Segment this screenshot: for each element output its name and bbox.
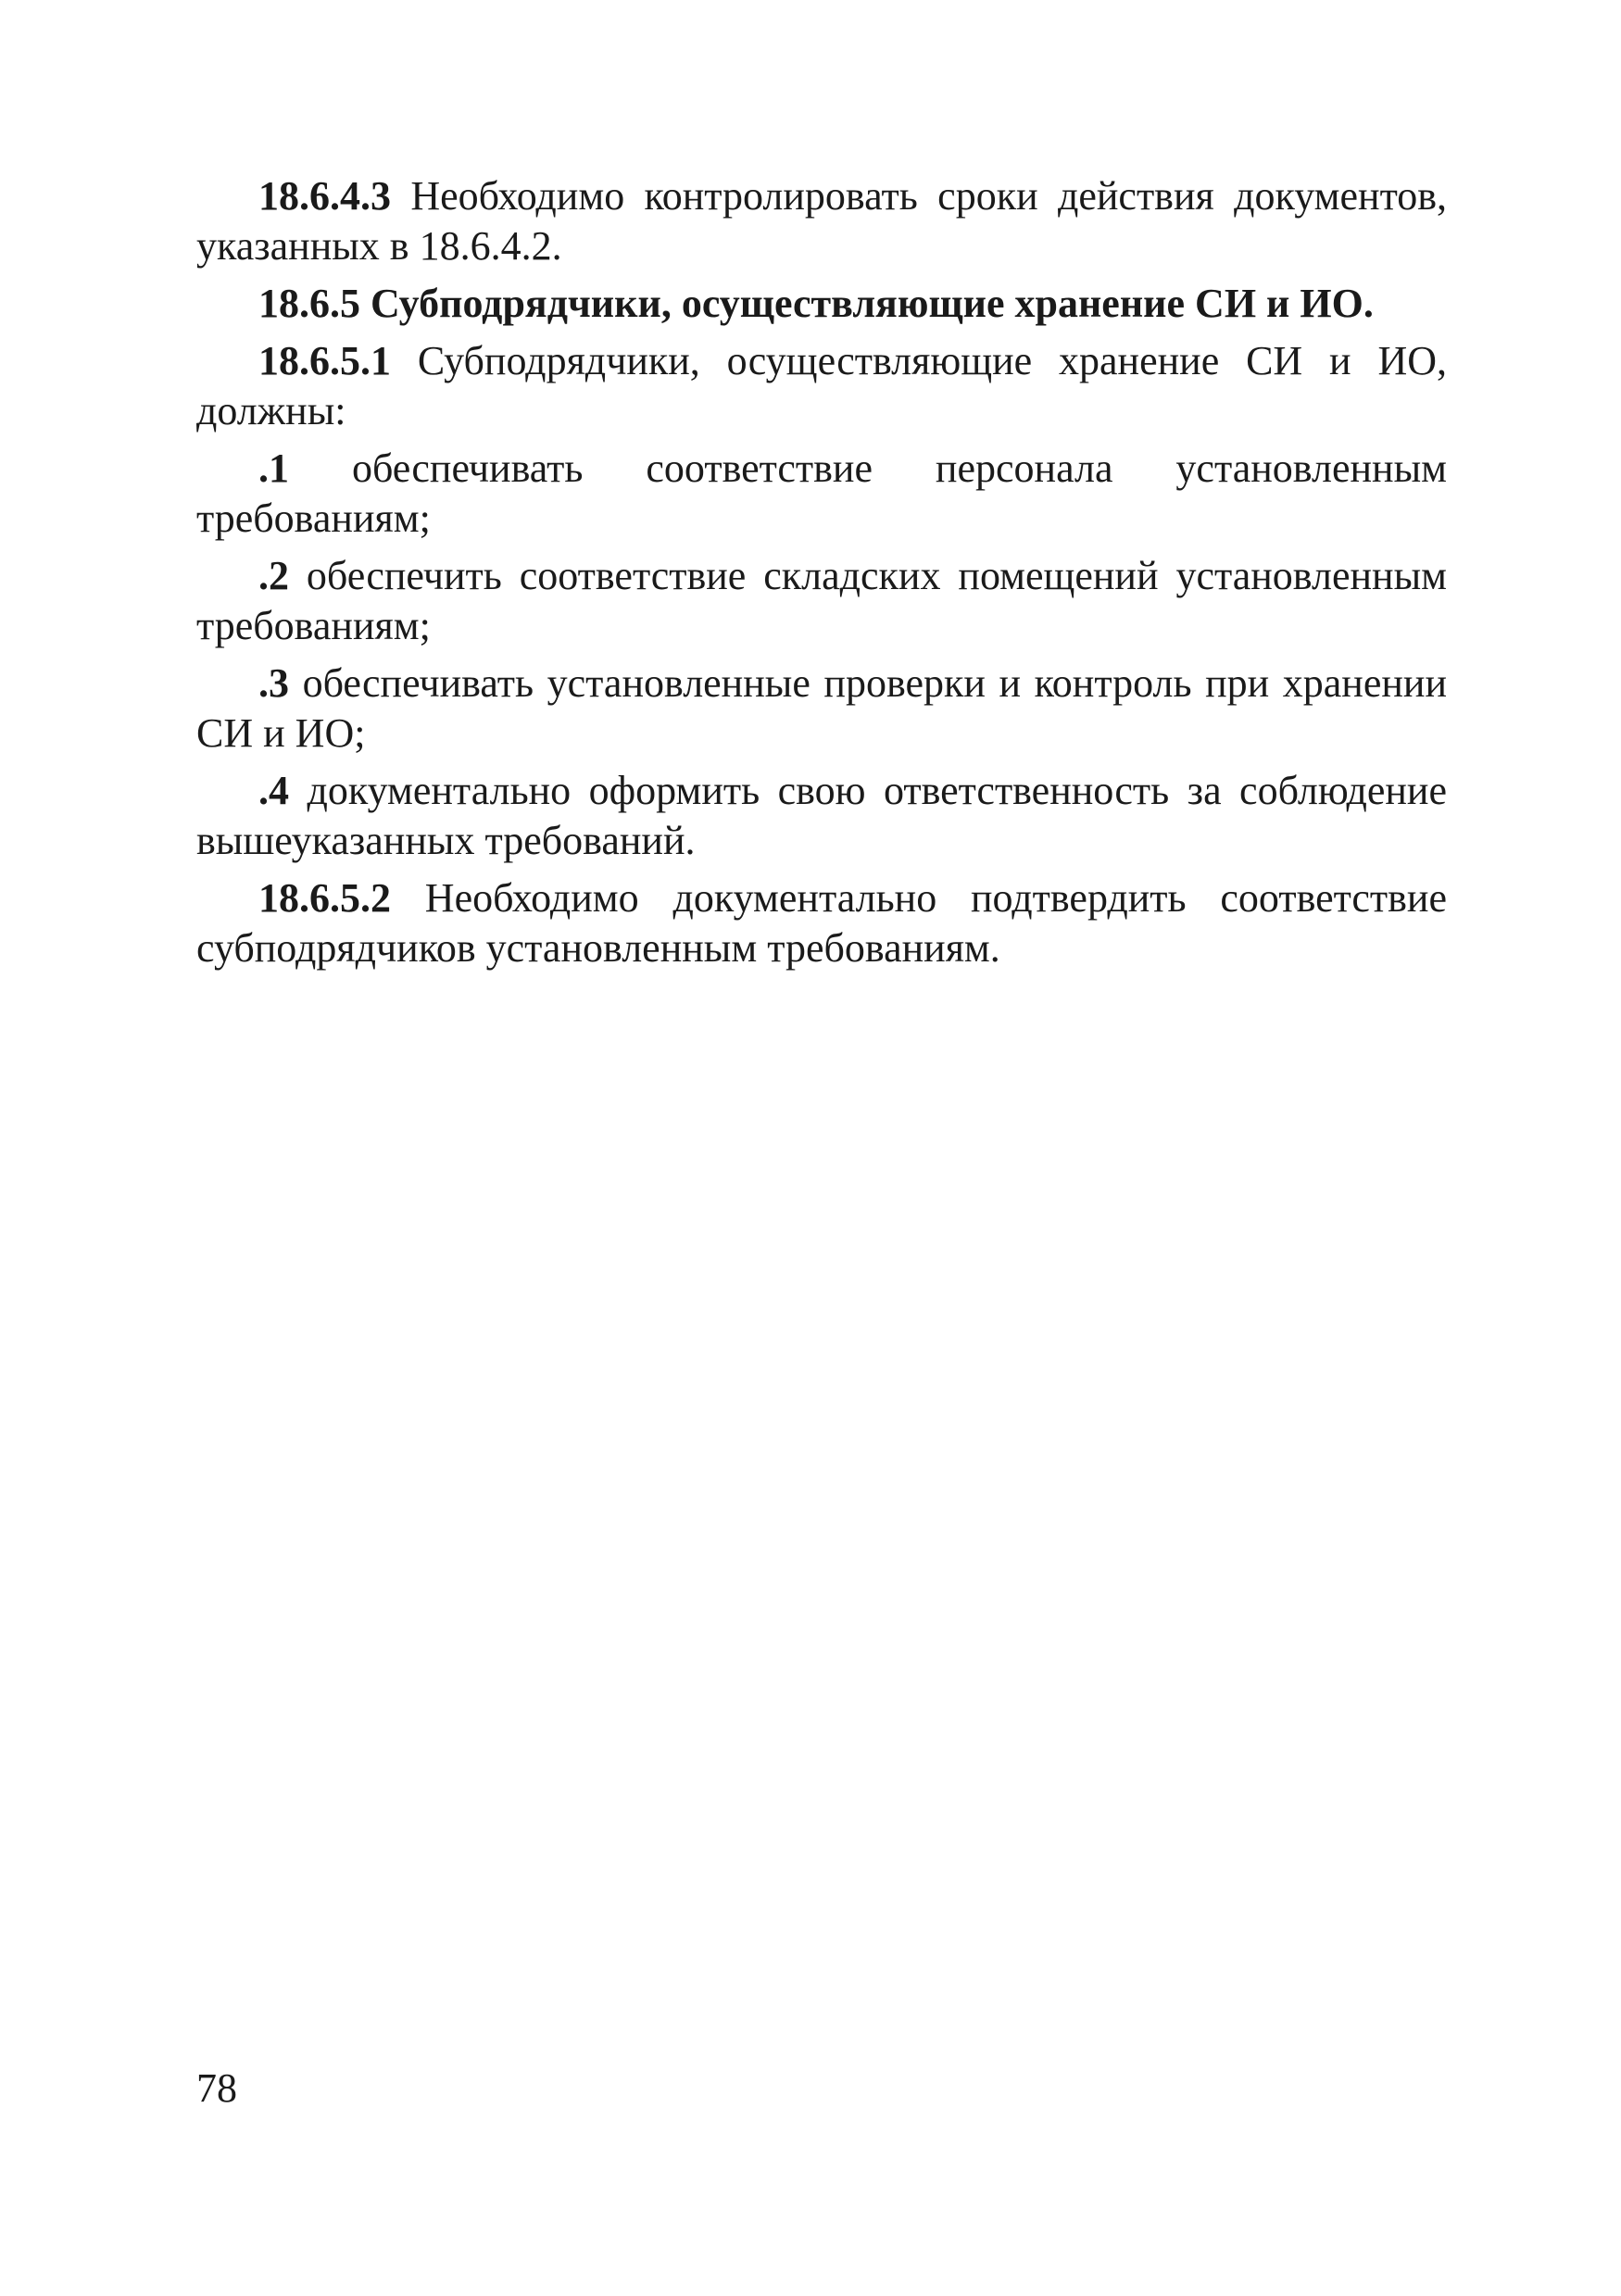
paragraph-18-6-4-3 [196, 171, 1447, 271]
clause-text: Необходимо документально подтвердить соответствие субподрядчиков установленным требованиям. [196, 875, 1447, 971]
item-number: .2 [258, 553, 289, 598]
item-number: .1 [258, 445, 289, 491]
item-text: обеспечить соответствие складских помещений установленным требованиям; [196, 553, 1447, 648]
list-item-1 [196, 444, 1447, 544]
clause-text: Необходимо контролировать сроки действия документов, указанных в 18.6.4.2. [196, 173, 1447, 269]
item-number: .3 [258, 660, 289, 706]
page-body [196, 171, 1447, 981]
list-item-2 [196, 551, 1447, 651]
item-text: документально оформить свою ответственность за соблюдение вышеуказанных требований. [196, 768, 1447, 863]
item-text: обеспечивать установленные проверки и контроль при хранении СИ и ИО; [196, 660, 1447, 756]
clause-number: 18.6.5.1 [258, 338, 391, 383]
clause-number: 18.6.4.3 [258, 173, 391, 219]
page-number: 78 [196, 2065, 237, 2111]
clause-number: 18.6.5.2 [258, 875, 391, 921]
section-heading-18-6-5: 18.6.5 Субподрядчики, осуществляющие хранение СИ и ИО. [258, 281, 1374, 326]
clause-text: Субподрядчики, осуществляющие хранение СИ и ИО, должны: [196, 338, 1447, 433]
paragraph-18-6-5-1 [196, 336, 1447, 436]
paragraph-18-6-5-2 [196, 873, 1447, 973]
item-text: обеспечивать соответствие персонала установленным требованиям; [196, 445, 1447, 541]
list-item-4 [196, 766, 1447, 866]
list-item-3 [196, 659, 1447, 759]
item-number: .4 [258, 768, 289, 813]
